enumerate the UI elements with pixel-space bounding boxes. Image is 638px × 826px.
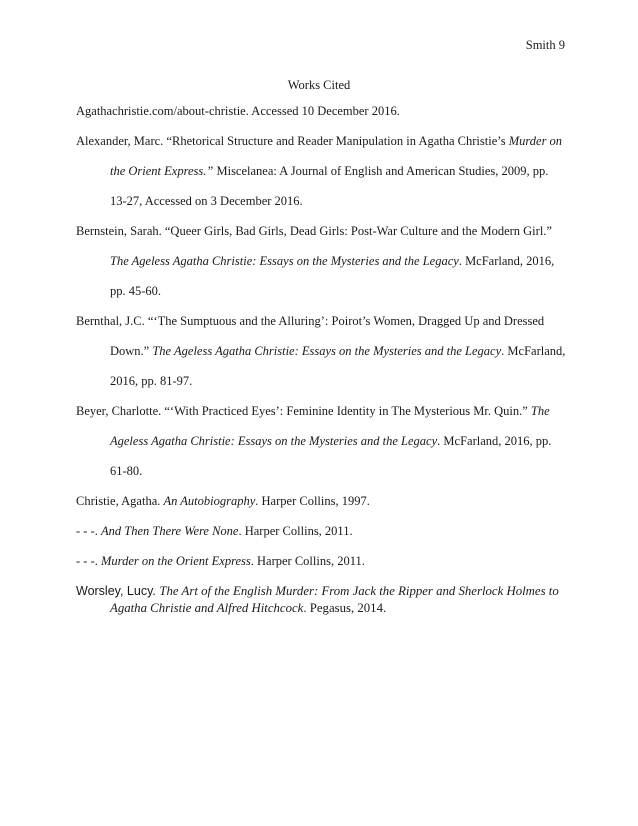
citation-entry [76,396,566,486]
citation-text: . Harper Collins, 2011. [238,524,353,538]
running-head: Smith 9 [525,38,565,52]
citation-text: . Pegasus, 2014. [303,601,387,615]
citation-title: An Autobiography [163,494,256,508]
citation-text: - - -. [76,554,101,568]
works-cited-list [76,96,566,617]
citation-title: Murder on the Orient Express [101,554,251,568]
citation-text: . Harper Collins, 2011. [250,554,365,568]
citation-title: And Then There Were None [101,524,239,538]
citation-entry [76,486,566,516]
citation-entry [76,516,566,546]
citation-text: . Harper Collins, 1997. [255,494,370,508]
citation-title: The Ageless Agatha Christie: Essays on the Mysteries and the Legacy [110,254,459,268]
citation-text: Alexander, Marc. “Rhetorical Structure and Reader Manipulation in Agatha Christie’s [76,134,509,148]
citation-text: Bernstein, Sarah. “Queer Girls, Bad Girls, Dead Girls: Post-War Culture and the Modern Girl.” [76,224,552,238]
citation-text: Bernthal, J.C. “‘The Sumptuous and the Alluring’: Poirot’s Women, Dragged Up and Dressed Down.” [76,314,545,358]
citation-entry [76,546,566,576]
citation-text: . McFarland, 2016, pp. 61-80. [110,434,552,478]
page-title: Works Cited [287,78,351,92]
citation-text: Christie, Agatha. [76,494,164,508]
citation-title: The Ageless Agatha Christie: Essays on the Mysteries and the Legacy [110,404,550,448]
citation-title: The Art of the English Murder: From Jack the Ripper and Sherlock Holmes to Agatha Christie and Alfred Hitchcock [110,584,559,615]
citation-text: . McFarland, 2016, pp. 45-60. [110,254,555,298]
citation-text: Worsley, Lucy. [76,584,160,598]
citation-text: Agathachristie.com/about-christie. Accessed 10 December 2016. [76,104,400,118]
citation-title: Murder on the Orient Express.” [110,134,563,178]
citation-entry [76,306,566,396]
citation-entry [76,583,566,617]
citation-text: . McFarland, 2016, pp. 81-97. [110,344,566,388]
citation-text: Miscelanea: A Journal of English and American Studies, 2009, pp. 13-27, Accessed on 3 December 2016. [110,164,549,208]
citation-entry [76,96,566,126]
citation-title: The Ageless Agatha Christie: Essays on the Mysteries and the Legacy [152,344,502,358]
citation-text: - - -. [76,524,101,538]
citation-entry [76,126,566,216]
citation-entry [76,216,566,306]
citation-text: Beyer, Charlotte. “‘With Practiced Eyes’: Feminine Identity in The Mysterious Mr. Quin.” [76,404,531,418]
